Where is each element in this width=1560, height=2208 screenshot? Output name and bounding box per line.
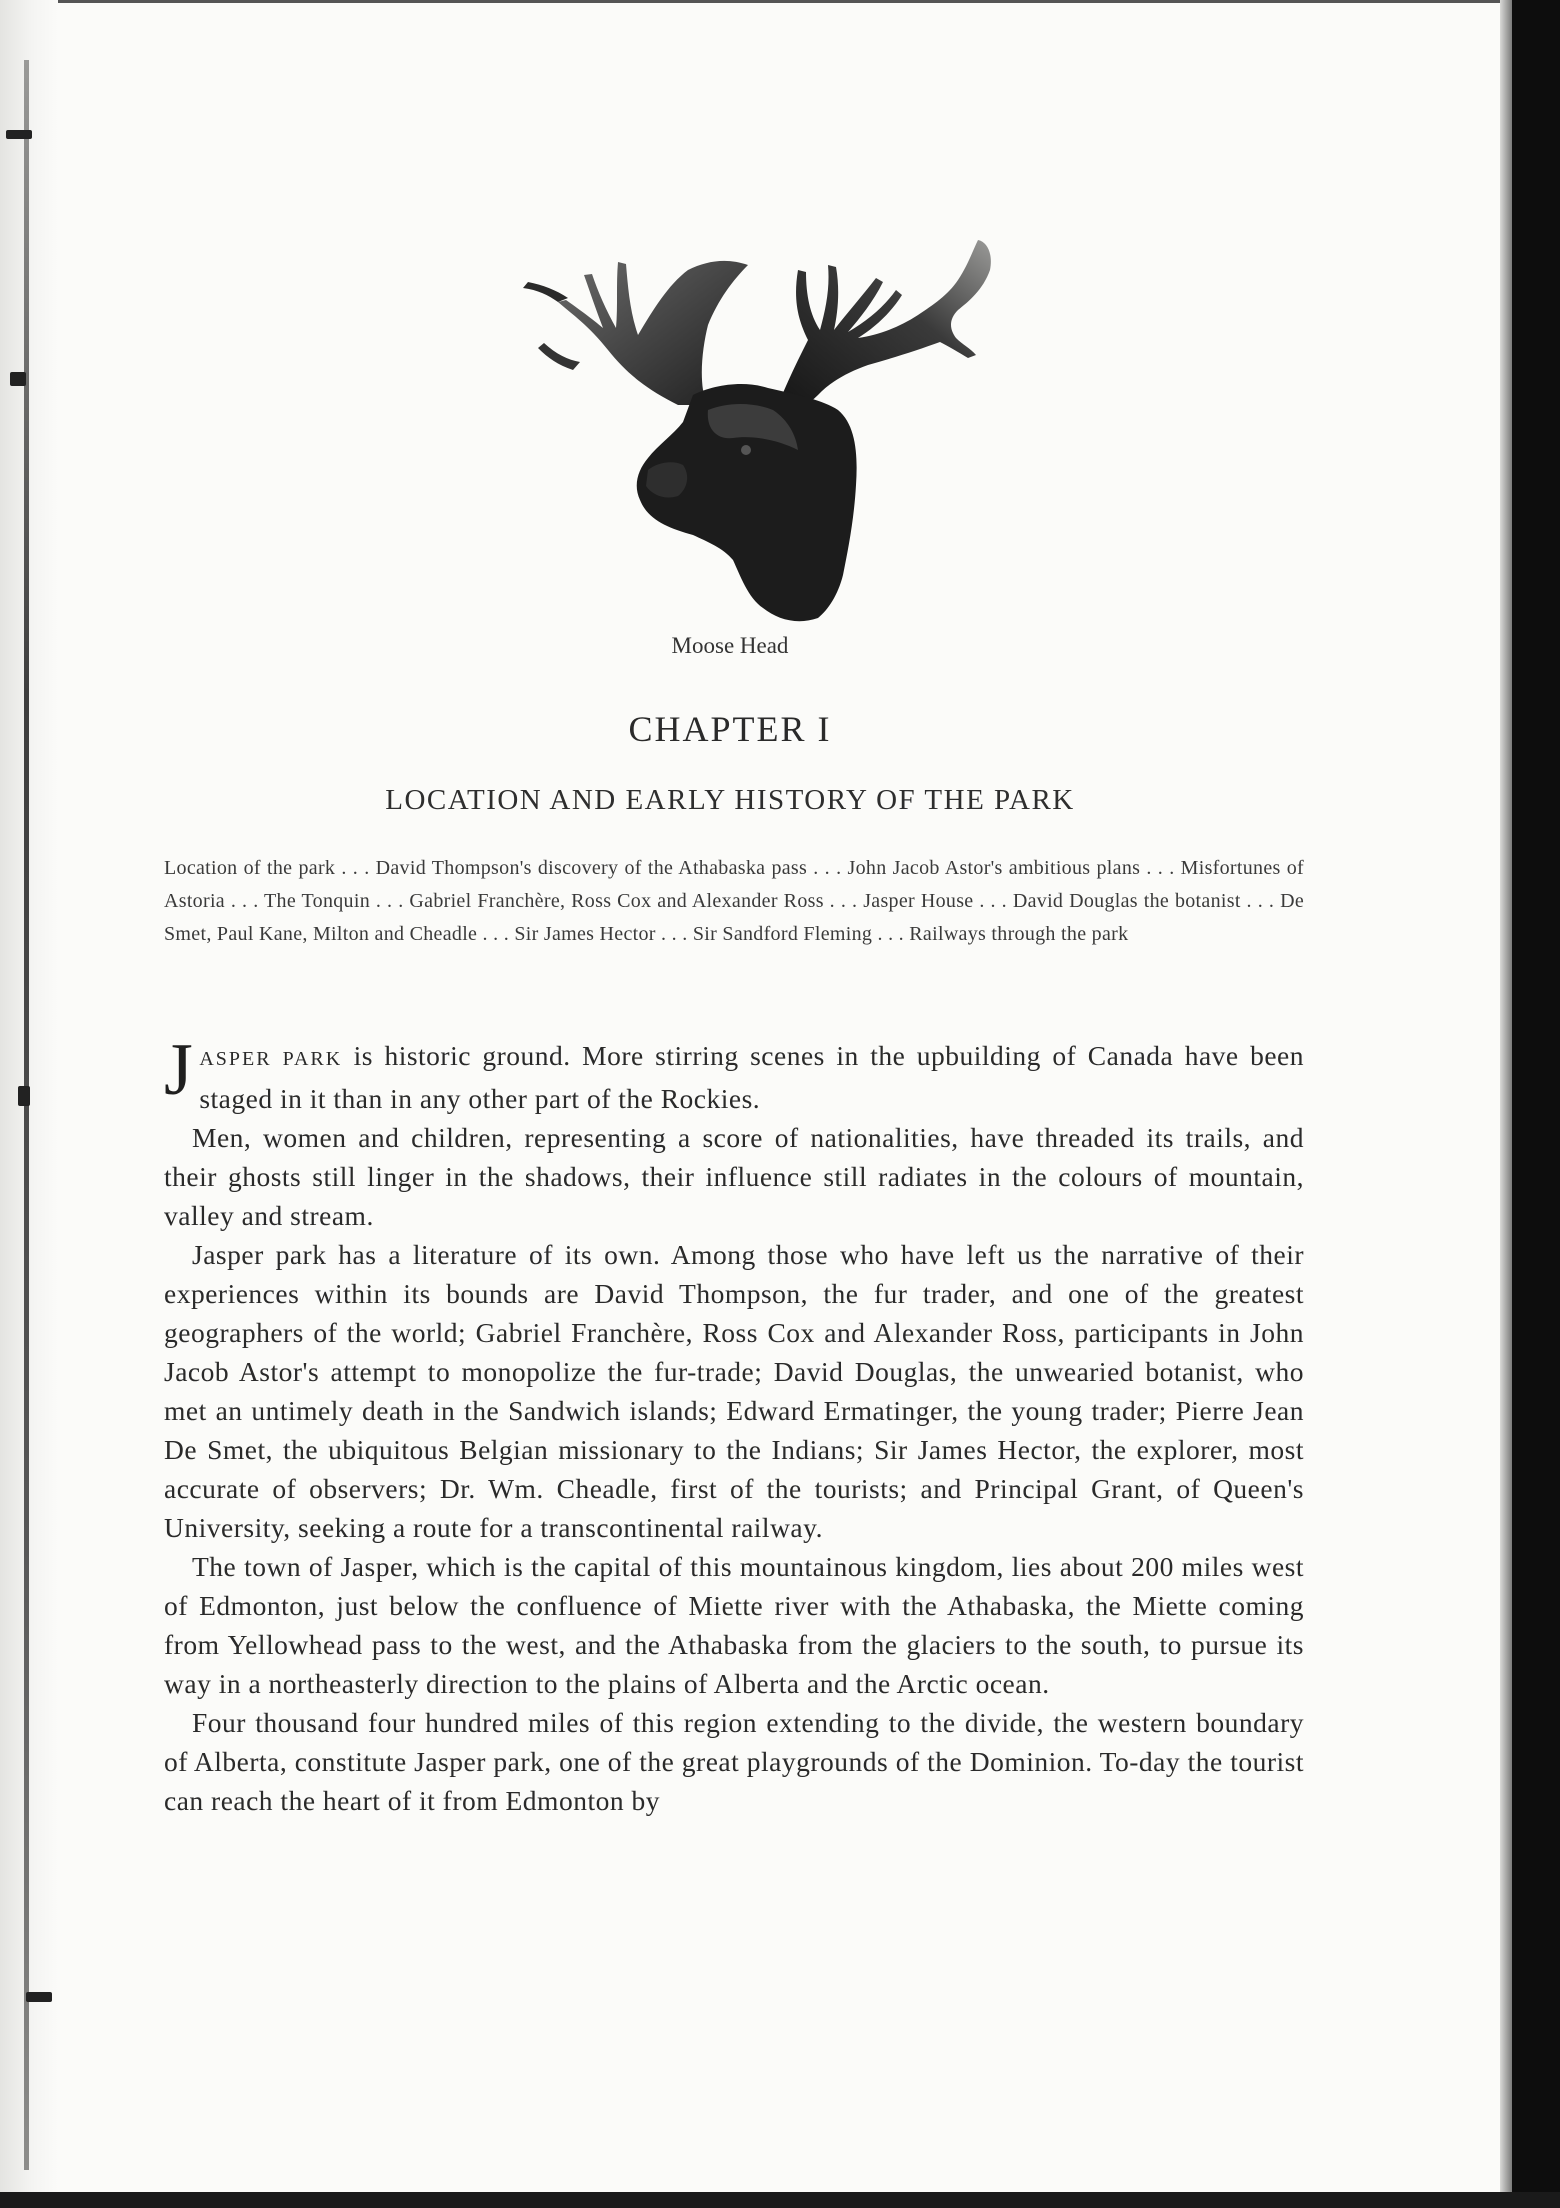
scan-mark: [18, 1086, 30, 1106]
chapter-number: CHAPTER I: [628, 709, 832, 749]
paragraph-2: Men, women and children, representing a score of nationalities, have threaded its trails, and their ghosts still linger in the shadows, their influence still radiates in the colours of mountain, valley and stream.: [164, 1122, 1304, 1231]
page-bottom-edge: [0, 2192, 1560, 2208]
body-text: [164, 1029, 1304, 1820]
dropcap: J: [164, 1029, 194, 1111]
figure-caption: Moose Head: [671, 633, 789, 658]
page-top-edge: [0, 0, 1500, 3]
scan-mark: [6, 130, 32, 139]
moose-head-illustration: [478, 230, 998, 630]
paragraph-1: [164, 1029, 1304, 1118]
chapter-title: LOCATION AND EARLY HISTORY OF THE PARK: [385, 784, 1075, 816]
paragraph-3: Jasper park has a literature of its own. Among those who have left us the narrative of their experiences within its bounds are David Thompson, the fur trader, and one of the greatest geographers of the world; Gabriel Franchère, Ross Cox and Alexander Ross, participants in John Jacob Astor's attempt to monopolize the fur-trade; David Douglas, the unwearied botanist, who met an untimely death in the Sandwich islands; Edward Ermatinger, the young trader; Pierre Jean De Smet, the ubiquitous Belgian missionary to the Indians; Sir James Hector, the explorer, most accurate of observers; Dr. Wm. Cheadle, first of the tourists; and Principal Grant, of Queen's University, seeking a route for a transcontinental railway.: [164, 1239, 1304, 1543]
lead-smallcaps: ASPER PARK: [199, 1048, 343, 1070]
scan-mark: [26, 1992, 52, 2002]
page-right-edge: [1512, 0, 1560, 2208]
scan-mark: [10, 372, 26, 386]
paragraph-5: Four thousand four hundred miles of this region extending to the divide, the western boundary of Alberta, constitute Jasper park, one of the great playgrounds of the Dominion. To-day the tourist can reach the heart of it from Edmonton by: [164, 1707, 1304, 1816]
chapter-synopsis: Location of the park . . . David Thompson's discovery of the Athabaska pass . . . John Jacob Astor's ambitious plans . . . Misfortunes of Astoria . . . The Tonquin . . . Gabriel Franchère, Ross Cox and Alexander Ross . . . Jasper House . . . David Douglas the botanist . . . De Smet, Paul Kane, Milton and Cheadle . . . Sir James Hector . . . Sir Sandford Fleming . . . Railways through the park: [164, 857, 1304, 945]
paragraph-4: The town of Jasper, which is the capital of this mountainous kingdom, lies about 200 miles west of Edmonton, just below the confluence of Miette river with the Athabaska, the Miette coming from Yellowhead pass to the west, and the Athabaska from the glaciers to the south, to pursue its way in a northeasterly direction to the plains of Alberta and the Arctic ocean.: [164, 1551, 1304, 1699]
paragraph-1-text: is historic ground. More stirring scenes in the upbuilding of Canada have been staged in it than in any other part of the Rockies.: [199, 1040, 1304, 1114]
